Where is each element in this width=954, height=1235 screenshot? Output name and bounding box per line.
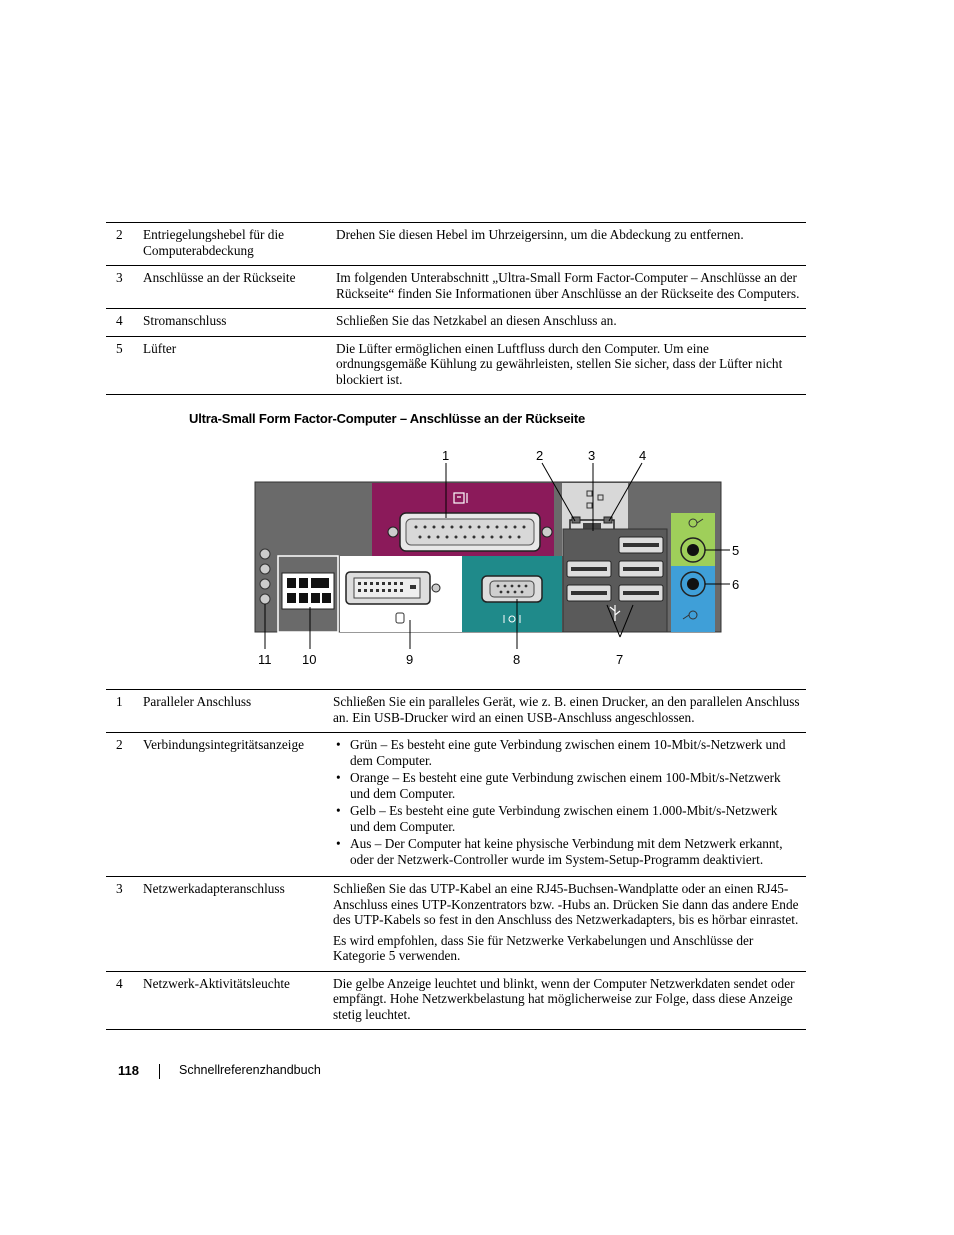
paragraph: Schließen Sie das UTP-Kabel an eine RJ45-Buchsen-Wandplatte oder an einen RJ45-Anschluss eines UTP-Konzentrators bzw. -Hubs an. Drücken Sie dann das andere Ende des UTP-Kabels so fest in den Anschluss des Netzwerkadapters, bis es hörbar einrastet. <box>333 881 799 927</box>
callout-5: 5 <box>732 543 740 558</box>
top-component-table <box>106 222 806 395</box>
row-number: 3 <box>116 881 123 896</box>
row-component-name: Paralleler Anschluss <box>143 694 252 709</box>
callout-4: 4 <box>639 448 647 463</box>
figure-title: Ultra-Small Form Factor-Computer – Anschlüsse an der Rückseite <box>189 411 586 426</box>
row-component-name: Entriegelungshebel für die Computerabdeckung <box>143 227 285 258</box>
callout-1: 1 <box>442 448 450 463</box>
row-component-name: Lüfter <box>143 340 177 356</box>
rear-connector-table <box>106 689 806 1030</box>
callout-6: 6 <box>732 577 740 592</box>
row-description: Im folgenden Unterabschnitt „Ultra-Small Form Factor-Computer – Anschlüsse an der Rückseite“ finden Sie Informationen über Anschlüsse an der Rückseite des Computers. <box>336 270 800 301</box>
paragraph: Es wird empfohlen, dass Sie für Netzwerke Verkabelungen und Anschlüsse der Kategorie 5 verwenden. <box>333 932 754 963</box>
list-item: • Orange – Es besteht eine gute Verbindung zwischen einem 100-Mbit/s-Netzwerk und dem Computer. <box>333 770 800 801</box>
list-item: • Aus – Der Computer hat keine physische Verbindung mit dem Netzwerk erkannt, oder der Netzwerk-Controller wurde im System-Setup-Programm deaktiviert. <box>333 836 800 867</box>
row-description: Die gelbe Anzeige leuchtet und blinkt, wenn der Computer Netzwerkdaten sendet oder empfängt. Hohe Netzwerkbelastung hat möglicherweise zur Folge, dass diese Anzeige stetig leuchtet. <box>333 975 795 1022</box>
row-component-name: Stromanschluss <box>143 313 227 328</box>
footer-divider <box>159 1064 160 1079</box>
callout-11: 11 <box>258 652 272 667</box>
table-row <box>106 733 806 877</box>
row-number: 3 <box>116 270 123 285</box>
table-row <box>106 877 806 972</box>
row-description: Schließen Sie das Netzkabel an diesen Anschluss an. <box>336 313 617 328</box>
row-number: 2 <box>116 737 123 752</box>
table-row <box>106 336 806 395</box>
callout-2: 2 <box>536 448 544 463</box>
callout-3: 3 <box>588 448 596 463</box>
callout-8: 8 <box>513 652 521 667</box>
row-component-name: Netzwerkadapteranschluss <box>143 881 285 896</box>
row-number: 4 <box>116 313 123 328</box>
row-number: 1 <box>116 694 123 709</box>
callout-7: 7 <box>616 652 624 667</box>
list-item: • Grün – Es besteht eine gute Verbindung zwischen einem 10-Mbit/s-Netzwerk und dem Computer. <box>333 737 800 768</box>
row-component-name: Anschlüsse an der Rückseite <box>143 270 296 285</box>
row-description: Die Lüfter ermöglichen einen Luftfluss durch den Computer. Um eine ordnungsgemäße Kühlung zu gewährleisten, stellen Sie sicher, dass der Lüfter nicht blockiert ist. <box>336 340 783 387</box>
callout-10: 10 <box>302 652 317 667</box>
row-number: 4 <box>116 975 123 991</box>
rear-panel-illustration <box>250 445 740 670</box>
row-description: Drehen Sie diesen Hebel im Uhrzeigersinn, um die Abdeckung zu entfernen. <box>336 227 744 242</box>
row-description <box>333 733 806 877</box>
row-component-name: Verbindungsintegritätsanzeige <box>143 737 304 752</box>
callout-9: 9 <box>406 652 414 667</box>
page-number: 118 <box>118 1063 139 1078</box>
table-row <box>106 690 806 733</box>
status-bullet-list <box>333 737 800 867</box>
footer-title: Schnellreferenzhandbuch <box>179 1063 321 1077</box>
table-row <box>106 266 806 309</box>
table-row <box>106 309 806 337</box>
row-number: 5 <box>116 340 123 356</box>
list-item: • Gelb – Es besteht eine gute Verbindung zwischen einem 1.000-Mbit/s-Netzwerk und dem Computer. <box>333 803 800 834</box>
row-component-name: Netzwerk-Aktivitätsleuchte <box>143 975 290 991</box>
row-number: 2 <box>116 227 123 242</box>
table-row <box>106 971 806 1030</box>
row-description <box>333 877 806 972</box>
row-description: Schließen Sie ein paralleles Gerät, wie z. B. einen Drucker, an den parallelen Anschluss an. Ein USB-Drucker wird an einen USB-Anschluss angeschlossen. <box>333 694 800 725</box>
table-row <box>106 223 806 266</box>
